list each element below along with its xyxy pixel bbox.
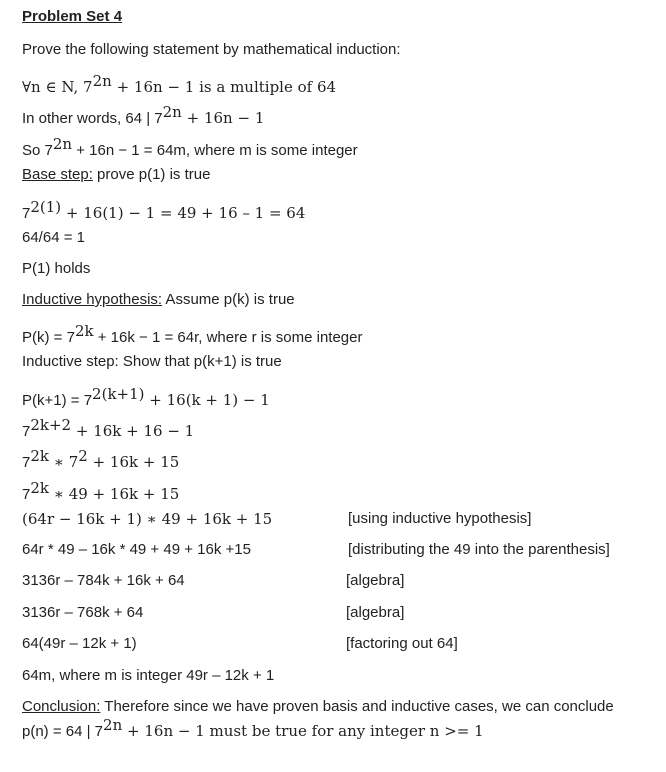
pk-suffix: + 16k − 1 = 64r, where r is some integer <box>93 329 363 346</box>
step2-line <box>22 446 179 473</box>
p1-holds-line: P(1) holds <box>22 260 91 277</box>
conclusion-exponent: 2n <box>103 716 123 734</box>
so-suffix: + 16n − 1 = 64m, where m is some integer <box>72 142 358 159</box>
pk-exponent: 2k <box>74 322 94 340</box>
so-exponent: 2n <box>52 135 73 153</box>
hypothesis-text: Assume p(k) is true <box>162 291 295 308</box>
step2-prefix: 7 <box>22 454 31 471</box>
inductive-step-line: Inductive step: Show that p(k+1) is true <box>22 353 282 370</box>
hypothesis-line <box>22 290 295 310</box>
other-words-exponent: 2n <box>162 103 182 121</box>
base-step-line <box>22 165 210 185</box>
step3-line <box>22 478 179 505</box>
step3-exponent: 2k <box>30 479 49 497</box>
conclusion-text: Therefore since we have proven basis and inductive cases, we can conclude <box>100 698 614 715</box>
step-note: [factoring out 64] <box>346 635 458 652</box>
step1-exponent: 2k+2 <box>30 416 72 434</box>
other-words-prefix: In other words, 64 | 7 <box>22 110 163 127</box>
pk1-prefix: P(k+1) = 7 <box>22 392 93 409</box>
base-calc-prefix: 7 <box>22 205 31 222</box>
conclusion-line2-suffix: + 16n − 1 must be true for any integer n >= 1 <box>122 722 484 740</box>
base-step-text: prove p(1) is true <box>92 166 211 183</box>
other-words-line <box>22 102 264 129</box>
pk-line <box>22 321 362 348</box>
division-line: 64/64 = 1 <box>22 229 85 246</box>
conclusion-label: Conclusion: <box>22 698 101 715</box>
base-calc-suffix: + 16(1) − 1 = 49 + 16 – 1 = 64 <box>61 204 306 222</box>
conclusion-paragraph <box>22 697 652 741</box>
final-line: 64m, where m is integer 49r – 12k + 1 <box>22 667 275 684</box>
conclusion-line2-prefix: p(n) = 64 | 7 <box>22 723 104 740</box>
base-calc-exponent: 2(1) <box>30 198 62 216</box>
step-expression: (64r − 16k + 1) ∗ 49 + 16k + 15 <box>22 510 273 528</box>
step-expression: 64r * 49 – 16k * 49 + 49 + 16k +15 <box>22 541 251 558</box>
statement-line <box>22 71 336 98</box>
step-note: [distributing the 49 into the parenthesis] <box>348 541 610 558</box>
step2-exponent2: 2 <box>78 447 88 465</box>
step1-prefix: 7 <box>22 423 31 440</box>
statement-prefix: ∀n ∈ N, 7 <box>22 78 93 96</box>
intro-text: Prove the following statement by mathematical induction: <box>22 41 401 58</box>
page-title: Problem Set 4 <box>22 8 123 25</box>
statement-exponent: 2n <box>92 72 112 90</box>
step-note: [algebra] <box>346 572 405 589</box>
step-expression: 3136r – 784k + 16k + 64 <box>22 572 185 589</box>
step3-prefix: 7 <box>22 486 31 503</box>
hypothesis-label: Inductive hypothesis: <box>22 291 163 308</box>
step-note: [using inductive hypothesis] <box>348 510 532 527</box>
step2-exponent: 2k <box>30 447 49 465</box>
step1-line <box>22 415 194 442</box>
pk1-line <box>22 384 270 411</box>
base-calc-line <box>22 197 305 224</box>
statement-suffix: + 16n − 1 is a multiple of 64 <box>111 78 337 96</box>
step1-suffix: + 16k + 16 − 1 <box>71 422 195 440</box>
so-line <box>22 134 358 161</box>
other-words-suffix: + 16n − 1 <box>181 109 265 127</box>
pk1-exponent: 2(k+1) <box>92 385 145 403</box>
step-expression: 64(49r – 12k + 1) <box>22 635 137 652</box>
step3-suffix: ∗ 49 + 16k + 15 <box>48 485 180 503</box>
pk-prefix: P(k) = 7 <box>22 329 75 346</box>
so-prefix: So 7 <box>22 142 53 159</box>
base-step-label: Base step: <box>22 166 93 183</box>
step2-mid: ∗ 7 <box>48 453 79 471</box>
step2-suffix: + 16k + 15 <box>87 453 180 471</box>
step-expression: 3136r – 768k + 64 <box>22 604 144 621</box>
step-note: [algebra] <box>346 604 405 621</box>
pk1-suffix: + 16(k + 1) − 1 <box>144 391 270 409</box>
